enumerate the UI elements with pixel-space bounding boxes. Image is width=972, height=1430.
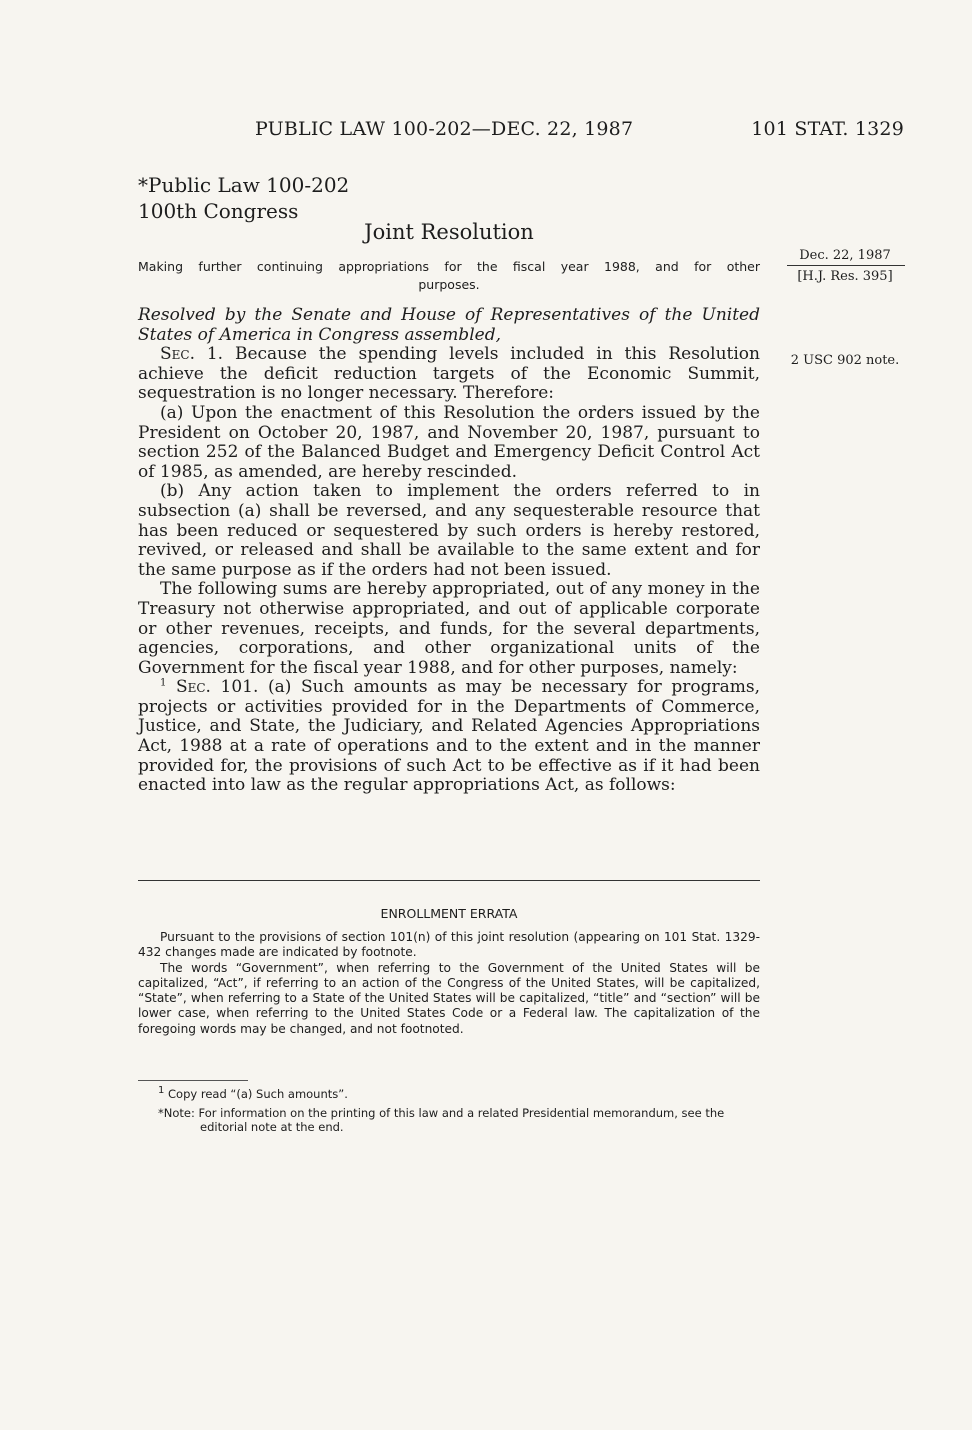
section-1-text: Because the spending levels included in this Resolution achieve the deficit reduction targets of the Economic Summit, sequestration is no longer necessary. Therefore: [138,344,760,404]
errata-paragraph-1: Pursuant to the provisions of section 101(n) of this joint resolution (appearing on 101 Stat. 1329-432 changes made are indicated by footnote. [138,930,760,960]
purpose-line-1: Making further continuing appropriations for the fiscal year 1988, and for other [138,259,760,274]
errata-body [138,930,760,1037]
editorial-note [138,1106,760,1134]
errata-paragraph-2: The words “Government”, when referring to the Government of the United States will be capitalized, “Act”, if referring to an action of the Congress of the United States, will be capitalized, “State”, when referring to a State of the United States will be capitalized, “title” and “section” will be lower case, when referring to the United States Code or a Federal law. The capitalization of the foregoing words may be changed, and not footnoted. [138,960,760,1036]
footnote-1 [138,1087,760,1101]
margin-note-rule [787,265,905,266]
errata-divider [138,880,760,881]
footnote-1-text: Copy read “(a) Such amounts”. [168,1087,348,1101]
enacting-clause-text: Resolved by the Senate and House of Representatives of the United States of America in Congress assembled, [138,305,760,345]
resolution-body [138,306,760,796]
purpose-line [138,258,760,294]
section-101-text: (a) Such amounts as may be necessary for programs, projects or activities provided for in the Departments of Commerce, Justice, and State, the Judiciary, and Related Agencies Appropriations Act, 1988 at a rate of operations and to the extent and in the manner provided for, the provisions of such Act to be effective as if it had been enacted into law as the regular appropriations Act, as follows: [138,677,760,796]
law-identifier [138,172,349,224]
margin-note-resolution: [H.J. Res. 395] [797,269,893,284]
footnote-1-marker: 1 [158,1085,165,1097]
section-1 [138,345,760,404]
footnotes [138,1087,760,1139]
footnote-divider [138,1080,248,1081]
purpose-line-2: purposes. [418,277,480,292]
editorial-note-text: For information on the printing of this law and a related Presidential memorandum, see the editorial note at the end. [198,1106,725,1134]
section-1-b: (b) Any action taken to implement the orders referred to in subsection (a) shall be reversed, and any sequesterable resource that has been reduced or sequestered by such orders is hereby restored, revived, or released and shall be available to the same extent and for the same purpose as if the orders had not been issued. [138,481,760,580]
section-101-footnote-marker: 1 [160,677,167,689]
editorial-note-marker: *Note: [158,1106,195,1120]
law-number: *Public Law 100-202 [138,173,350,197]
margin-note-usc: 2 USC 902 note. [790,353,900,368]
document-heading: Joint Resolution [364,220,534,244]
section-1-a: (a) Upon the enactment of this Resolution the orders issued by the President on October 20, 1987, and November 20, 1987, pursuant to section 252 of the Balanced Budget and Emergency Deficit Control Act of 1985, as amended, are hereby rescinded. [138,402,760,482]
congress-number: 100th Congress [138,199,299,223]
section-101 [138,678,760,796]
errata-heading: ENROLLMENT ERRATA [380,906,518,921]
section-101-label: Sec. 101. [175,677,259,698]
margin-note-date: Dec. 22, 1987 [799,248,891,263]
running-head-title: PUBLIC LAW 100-202—DEC. 22, 1987 [255,118,634,140]
section-1-label: Sec. 1. [160,344,224,365]
running-head-stat: 101 STAT. 1329 [751,118,904,140]
enacting-clause [138,306,760,345]
appropriation-intro: The following sums are hereby appropriated, out of any money in the Treasury not otherwise appropriated, and out of applicable corporate or other revenues, receipts, and funds, for the several departments, agencies, corporations, and other organizational units of the Government for the fiscal year 1988, and for other purposes, namely: [138,579,760,678]
